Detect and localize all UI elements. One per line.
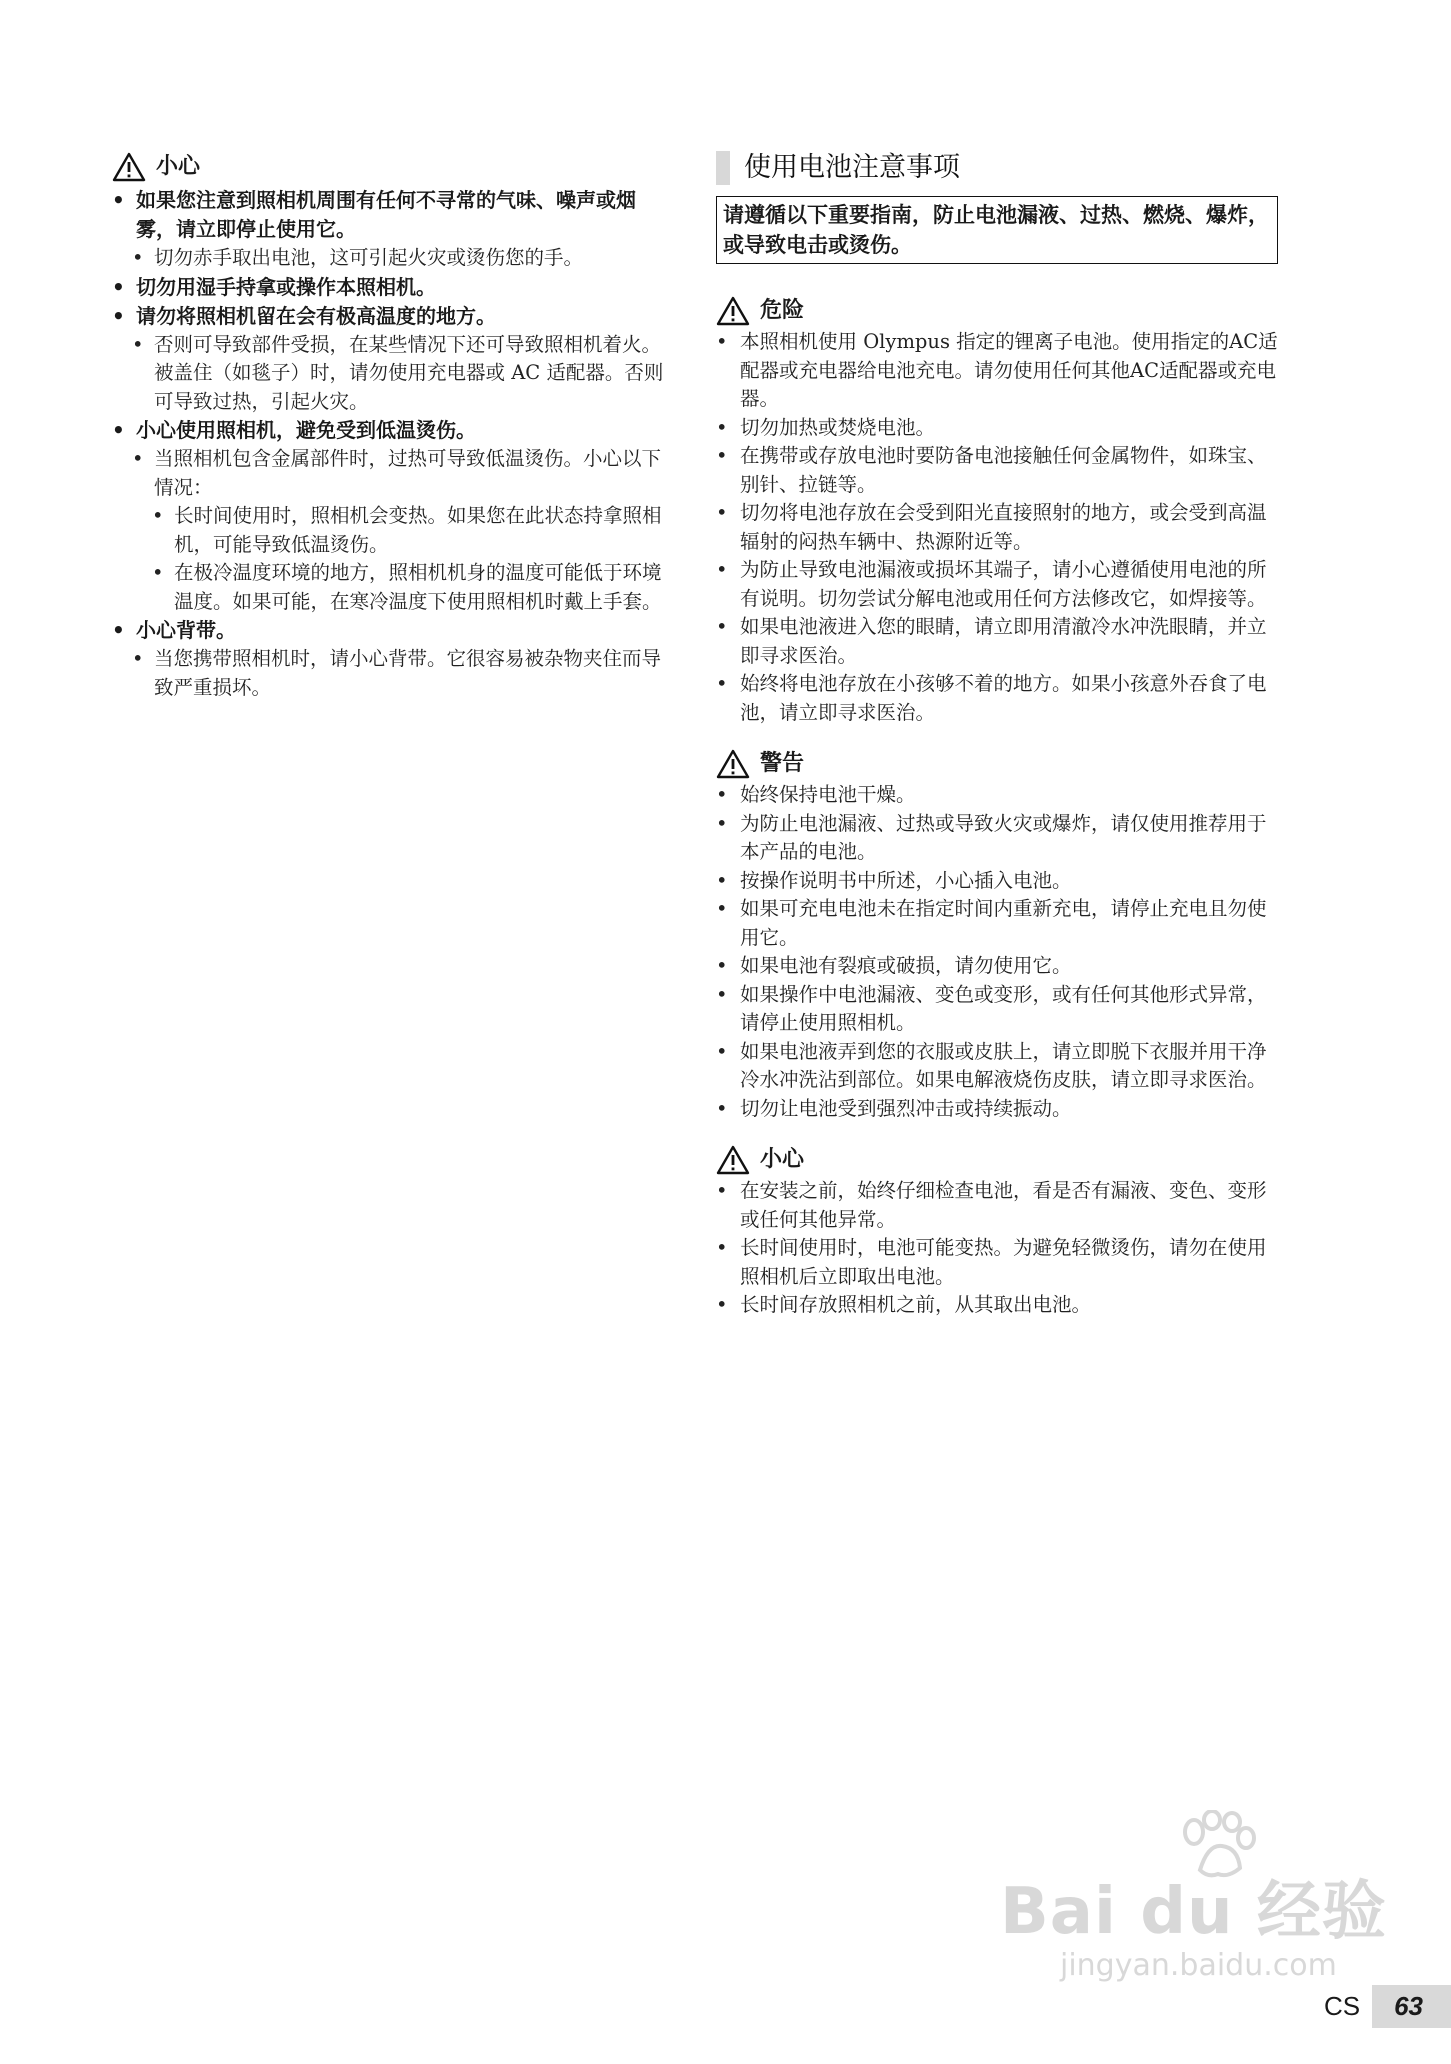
language-code: CS xyxy=(1323,1991,1361,2021)
warning-triangle-icon xyxy=(716,296,750,326)
caution-heading xyxy=(112,152,672,182)
battery-caution-label: 小心 xyxy=(760,1147,805,1172)
list-item: • 切勿用湿手持拿或操作本照相机。 xyxy=(112,273,672,302)
list-item: • 切勿将电池存放在会受到阳光直接照射的地方，或会受到高温辐射的闷热车辆中、热源附近等。 xyxy=(716,499,1278,556)
warning-triangle-icon xyxy=(112,152,146,182)
list-item: • 长时间使用时，电池可能变热。为避免轻微烫伤，请勿在使用照相机后立即取出电池。 xyxy=(716,1234,1278,1291)
section-heading xyxy=(716,150,1278,186)
list-item: • 切勿加热或焚烧电池。 xyxy=(716,414,1278,443)
warning-triangle-icon xyxy=(716,749,750,779)
list-item: • 否则可导致部件受损，在某些情况下还可导致照相机着火。被盖住（如毯子）时，请勿使用充电器或 AC 适配器。否则可导致过热，引起火灾。 xyxy=(132,331,672,417)
list-item: • 本照相机使用 Olympus 指定的锂离子电池。使用指定的AC适配器或充电器给电池充电。请勿使用任何其他AC适配器或充电器。 xyxy=(716,328,1278,414)
watermark-url: jingyan.baidu.com xyxy=(1060,1948,1337,1983)
list-item: • 始终保持电池干燥。 xyxy=(716,781,1278,810)
danger-list xyxy=(716,328,1278,727)
list-item: • 切勿让电池受到强烈冲击或持续振动。 xyxy=(716,1095,1278,1124)
list-item: • 在安装之前，始终仔细检查电池，看是否有漏液、变色、变形或任何其他异常。 xyxy=(716,1177,1278,1234)
warning-triangle-icon xyxy=(716,1145,750,1175)
section-title: 使用电池注意事项 xyxy=(744,152,960,183)
left-column xyxy=(112,0,672,702)
section-marker xyxy=(716,151,730,185)
right-column xyxy=(716,0,1278,1320)
list-item: • 如果电池液进入您的眼睛，请立即用清澈冷水冲洗眼睛，并立即寻求医治。 xyxy=(716,613,1278,670)
list-item: • 始终将电池存放在小孩够不着的地方。如果小孩意外吞食了电池，请立即寻求医治。 xyxy=(716,670,1278,727)
list-item: • 当您携带照相机时，请小心背带。它很容易被杂物夹住而导致严重损坏。 xyxy=(132,645,672,702)
page-number: 63 xyxy=(1372,1985,1451,2028)
battery-caution-list xyxy=(716,1177,1278,1320)
left-caution-list xyxy=(112,186,672,702)
list-item: • 当照相机包含金属部件时，过热可导致低温烫伤。小心以下情况： xyxy=(132,445,672,502)
list-item: • 小心使用照相机，避免受到低温烫伤。 xyxy=(112,416,672,445)
list-item: • 如果您注意到照相机周围有任何不寻常的气味、噪声或烟雾，请立即停止使用它。 xyxy=(112,186,672,244)
warning-heading xyxy=(716,749,1278,779)
warning-label: 警告 xyxy=(760,751,805,776)
list-item: • 为防止电池漏液、过热或导致火灾或爆炸，请仅使用推荐用于本产品的电池。 xyxy=(716,810,1278,867)
list-item: • 在携带或存放电池时要防备电池接触任何金属物件，如珠宝、别针、拉链等。 xyxy=(716,442,1278,499)
caution-label: 小心 xyxy=(156,154,201,179)
list-item: • 如果电池液弄到您的衣服或皮肤上，请立即脱下衣服并用干净冷水冲洗沾到部位。如果电解液烧伤皮肤，请立即寻求医治。 xyxy=(716,1038,1278,1095)
list-item: • 如果操作中电池漏液、变色或变形，或有任何其他形式异常，请停止使用照相机。 xyxy=(716,981,1278,1038)
list-item: • 如果可充电电池未在指定时间内重新充电，请停止充电且勿使用它。 xyxy=(716,895,1278,952)
warning-list xyxy=(716,781,1278,1123)
danger-label: 危险 xyxy=(760,298,805,323)
battery-caution-heading xyxy=(716,1145,1278,1175)
list-item: • 按操作说明书中所述，小心插入电池。 xyxy=(716,867,1278,896)
page-footer xyxy=(1324,1985,1451,2028)
list-item: • 如果电池有裂痕或破损，请勿使用它。 xyxy=(716,952,1278,981)
list-item: • 长时间存放照相机之前，从其取出电池。 xyxy=(716,1291,1278,1320)
list-item: • 小心背带。 xyxy=(112,616,672,645)
list-item: • 请勿将照相机留在会有极高温度的地方。 xyxy=(112,302,672,331)
list-item: • 切勿赤手取出电池，这可引起火灾或烫伤您的手。 xyxy=(132,244,672,273)
danger-heading xyxy=(716,296,1278,326)
watermark-main-text: Bai du 经验 xyxy=(1000,1875,1387,1949)
list-item: • 为防止导致电池漏液或损坏其端子，请小心遵循使用电池的所有说明。切勿尝试分解电池或用任何方法修改它，如焊接等。 xyxy=(716,556,1278,613)
baidu-watermark xyxy=(1000,1810,1400,2000)
list-item: • 在极冷温度环境的地方，照相机机身的温度可能低于环境温度。如果可能，在寒冷温度下使用照相机时戴上手套。 xyxy=(152,559,672,616)
notice-box: 请遵循以下重要指南，防止电池漏液、过热、燃烧、爆炸，或导致电击或烫伤。 xyxy=(716,196,1278,264)
list-item: • 长时间使用时，照相机会变热。如果您在此状态持拿照相机，可能导致低温烫伤。 xyxy=(152,502,672,559)
